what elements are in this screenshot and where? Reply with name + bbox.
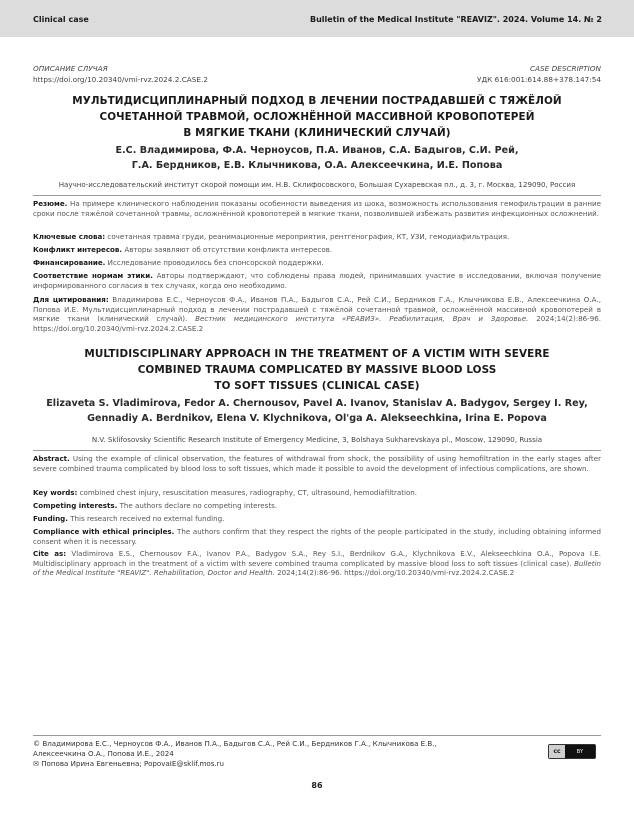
keywords-en-label: Key words: [33, 488, 78, 497]
conflict-en [33, 501, 601, 511]
cc-icon: cc [549, 745, 565, 758]
affiliation-en: N.V. Sklifosovsky Scientific Research Institute of Emergency Medicine, 3, Bolshaya Sukharevskaya pl., Moscow, 129090, Russia [91, 435, 543, 444]
conflict-ru-label: Конфликт интересов. [33, 245, 123, 254]
funding-en-label: Funding. [33, 514, 68, 523]
funding-en-text: This research received no external funding. [70, 514, 225, 523]
article-type-ru: ОПИСАНИЕ СЛУЧАЯ [33, 64, 108, 73]
cite-ru-tail: 2024;14(2):86-96. https://doi.org/10.20340/vmi-rvz.2024.2.CASE.2 [33, 314, 601, 334]
contact-email[interactable]: ✉ Попова Ирина Евгеньевна; PopovaIE@sklif.mos.ru [33, 759, 225, 768]
funding-ru-text: Исследование проводилось без спонсорской поддержки. [107, 258, 324, 267]
authors-ru-line: Г.А. Бердников, Е.В. Клычникова, О.А. Алексеечкина, И.Е. Попова [131, 159, 503, 171]
meta-right [477, 63, 601, 85]
title-en-line: COMBINED TRAUMA COMPLICATED BY MASSIVE BLOOD LOSS [137, 364, 497, 376]
cite-en-tail: 2024;14(2):86-96. https://doi.org/10.20340/vmi-rvz.2024.2.CASE.2 [277, 568, 515, 578]
affiliation-ru: Научно-исследовательский институт скорой помощи им. Н.В. Склифосовского, Большая Сухаревская пл., д. 3, г. Москва, 129090, Россия [58, 180, 576, 189]
ethics-en-text: The authors confirm that they respect the rights of the people participated in the study, including obtaining informed consent when it is necessary. [33, 527, 601, 546]
cite-ru-text: Владимирова Е.С., Черноусов Ф.А., Иванов П.А., Бадыгов С.А., Рей С.И., Бердников Г.А., Клычникова Е.В., Алексеечкина О.А., Попова И.Е. Мультидисциплинарный подход в лечении пострадавшей с тяжёлой сочетанной травмой, осложнённой массивной кровопотерей в мягкие ткани (клинический случай). [33, 295, 601, 324]
title-ru-line: МУЛЬТИДИСЦИПЛИНАРНЫЙ ПОДХОД В ЛЕЧЕНИИ ПОСТРАДАВШЕЙ С ТЯЖЁЛОЙ [72, 95, 562, 107]
authors-en-line: Elizaveta S. Vladimirova, Fedor A. Chernousov, Pavel A. Ivanov, Stanislav A. Badygov, Sergey I. Rey, [46, 398, 588, 409]
authors-ru-line: Е.С. Владимирова, Ф.А. Черноусов, П.А. Иванов, С.А. Бадыгов, С.И. Рей, [115, 145, 519, 156]
title-en-line: TO SOFT TISSUES (CLINICAL CASE) [214, 380, 420, 392]
title-ru [40, 93, 594, 141]
ethics-ru [33, 271, 601, 290]
divider [33, 450, 601, 451]
copyright [33, 739, 437, 769]
cite-ru [33, 295, 601, 334]
cite-ru-label: Для цитирования: [33, 295, 109, 304]
title-en-line: MULTIDISCIPLINARY APPROACH IN THE TREATMENT OF A VICTIM WITH SEVERE [84, 348, 550, 360]
article-type-en: CASE DESCRIPTION [529, 64, 601, 73]
title-ru-line: В МЯГКИЕ ТКАНИ (КЛИНИЧЕСКИЙ СЛУЧАЙ) [183, 127, 451, 139]
abstract-en [33, 454, 601, 473]
authors-en [40, 397, 594, 426]
abstract-ru [33, 199, 601, 218]
abstract-ru-text: На примере клинического наблюдения показаны особенности выведения из шока, возможность использования гемофильтрации в ранние сроки после тяжёлой сочетанной травмы, осложнённой кровопотерей в мягкие ткани, позволившей избежать развития инфекционных осложнений. [33, 199, 601, 218]
title-ru-line: СОЧЕТАННОЙ ТРАВМОЙ, ОСЛОЖНЁННОЙ МАССИВНОЙ КРОВОПОТЕРЕЙ [99, 111, 535, 123]
funding-ru-label: Финансирование. [33, 258, 106, 267]
abstract-en-text: Using the example of clinical observation, the features of withdrawal from shock, the possibility of using hemofiltration in the early stages after severe combined trauma complicated by blood loss to soft tissues, which made it possible to avoid the development of infectious complications, are shown. [33, 454, 601, 473]
ethics-ru-label: Соответствие нормам этики. [33, 271, 153, 280]
udk-code: УДК 616:001:614.88+378.147:54 [477, 75, 601, 84]
abstract-ru-label: Резюме. [33, 199, 68, 208]
cite-en [33, 549, 601, 578]
conflict-en-label: Competing interests. [33, 501, 118, 510]
cite-en-text: Vladimirova E.S., Chernousov F.A., Ivanov P.A., Badygov S.A., Rey S.I., Berdnikov G.A., Klychnikova E.V., Alekseechkina O.A., Popova I.E. Multidisciplinary approach in the treatment of a victim with severe combined trauma complicated by massive blood loss to soft tissues (clinical case). [33, 549, 601, 568]
copyright-line: Алексеечкина О.А., Попова И.Е., 2024 [33, 749, 174, 758]
ethics-ru-text: Авторы подтверждают, что соблюдены права людей, принимавших участие в исследовании, включая получение информированного согласия в тех случаях, когда оно необходимо. [33, 271, 601, 290]
journal-label: Bulletin of the Medical Institute "REAVIZ". 2024. Volume 14. № 2 [310, 15, 602, 24]
copyright-line: © Владимирова Е.С., Черноусов Ф.А., Иванов П.А., Бадыгов С.А., Рей С.И., Бердников Г.А., Клычникова Е.В., [33, 739, 437, 748]
keywords-ru-label: Ключевые слова: [33, 232, 106, 241]
authors-en-line: Gennadiy A. Berdnikov, Elena V. Klychnikova, Ol'ga A. Alekseechkina, Irina E. Popova [87, 412, 547, 424]
meta-left [33, 63, 208, 85]
ethics-en-label: Compliance with ethical principles. [33, 527, 175, 536]
section-label: Clinical case [33, 15, 89, 24]
funding-en [33, 514, 601, 524]
cc-by-license-badge[interactable] [548, 744, 596, 759]
keywords-en [33, 488, 601, 498]
cite-en-journal: Bulletin of the Medical Institute "REAVIZ". Rehabilitation, Doctor and Health. [33, 558, 601, 578]
title-en [40, 346, 594, 394]
divider [33, 195, 601, 196]
cite-ru-journal: Вестник медицинского института «РЕАВИЗ». Реабилитация, Врач и Здоровье. [195, 314, 529, 324]
footer-divider [33, 735, 601, 736]
page-header-bar [0, 0, 634, 37]
cite-en-label: Cite as: [33, 549, 67, 558]
funding-ru [33, 258, 601, 268]
keywords-ru-text: сочетанная травма груди, реанимационные мероприятия, рентгенография, КТ, УЗИ, гемодиафильтрация. [107, 232, 510, 241]
keywords-en-text: combined chest injury, resuscitation measures, radiography, CT, ultrasound, hemodiafiltration. [79, 488, 418, 497]
conflict-en-text: The authors declare no competing interests. [119, 501, 278, 510]
conflict-ru-text: Авторы заявляют об отсутствии конфликта интересов. [124, 245, 333, 254]
keywords-ru [33, 232, 601, 242]
doi-link[interactable]: https://doi.org/10.20340/vmi-rvz.2024.2.CASE.2 [33, 75, 208, 84]
ethics-en [33, 527, 601, 546]
conflict-ru [33, 245, 601, 255]
authors-ru [40, 144, 594, 173]
abstract-en-label: Abstract. [33, 454, 70, 463]
page-number: 86 [311, 781, 323, 790]
by-icon: BY [565, 745, 595, 758]
